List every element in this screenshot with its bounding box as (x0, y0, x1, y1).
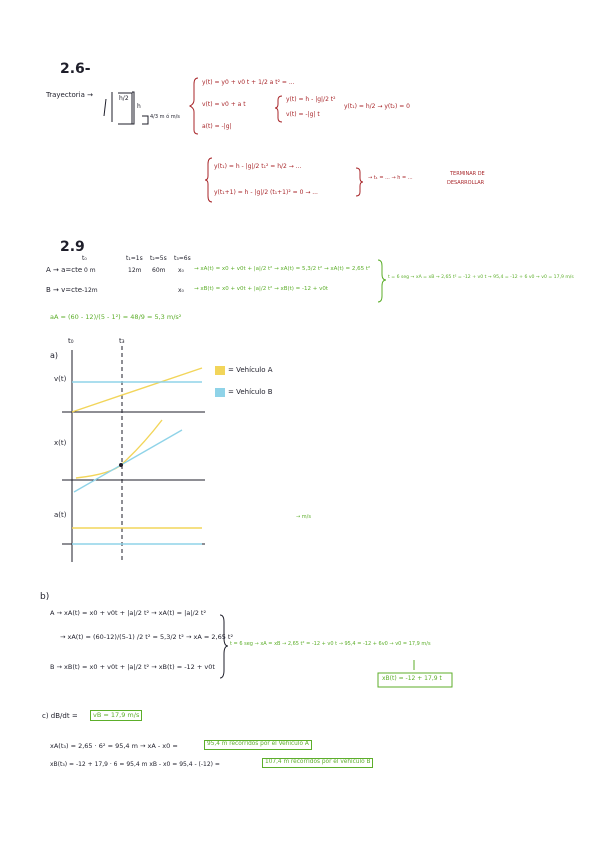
x-axis-label: x(t) (54, 439, 67, 447)
eq-a: a(t) = -|g| (202, 123, 232, 130)
res-y: y(t) = h - |g|/2 t² (286, 96, 336, 103)
sketch-h: h (137, 103, 141, 110)
eq-y: y(t) = y0 + v0 t + 1/2 a t² = ... (202, 79, 295, 86)
eq-a-29: → xA(t) = x0 + v0t + |a|/2 t² → xA(t) = 5,3/2 t² → xA(t) = 2,65 t² (194, 266, 371, 272)
note-terminar: TERMINAR DE (450, 171, 485, 177)
green-brace-b (220, 615, 228, 678)
note-desarrollar: DESARROLLAR (447, 180, 485, 186)
rowB-label: B → v=cte (46, 286, 83, 294)
x-curve-b (74, 430, 182, 492)
rowA-label: A → a=cte (46, 266, 83, 274)
sys-eq-2: y(t₁+1) = h - |g|/2 (t₁+1)² = 0 → ... (214, 189, 318, 196)
res-cond: y(t₁) = h/2 → y(t₂) = 0 (344, 103, 410, 110)
part-c-vb: vB = 17,9 m/s (90, 710, 142, 721)
sys-eq-1: y(t₁) = h - |g|/2 t₁² = h/2 → ... (214, 163, 302, 170)
col-t0: t₀ (82, 255, 87, 262)
sketch-h-label: h/2 (119, 95, 129, 102)
problem-29-title: 2.9 (60, 239, 85, 255)
part-c-line-b: xB(t₃) = -12 + 17,9 · 6 = 95,4 m xB - x0 = 95,4 - (-12) = (50, 761, 220, 768)
height-note: 4/3 m ó m/s (150, 114, 180, 120)
green-brace-29 (378, 260, 386, 302)
legend-a-label: = Vehículo A (228, 366, 273, 374)
accel-29: aA = (60 - 12)/(5 - 1²) = 48/9 = 5,3 m/s² (50, 313, 182, 321)
col-t3: t₃=6s (174, 255, 191, 262)
part-b-line-b: B → xB(t) = x0 + v0t + |a|/2 t² → xB(t) = -12 + v0t (50, 663, 215, 671)
part-c-label: c) dB/dt = (42, 712, 78, 720)
legend-b-label: = Vehículo B (228, 388, 273, 396)
part-c-box-a: 95,4 m recorridos por el Vehículo A (204, 740, 312, 750)
graph-t3-label: t₃ (119, 337, 125, 345)
rowA-t2: 60m (152, 267, 166, 274)
units-note: → m/s (296, 514, 311, 520)
part-b-line-a2: → xA(t) = (60-12)/(5-1) /2 t² = 5,3/2 t² → xA = 2,65 t² (60, 633, 234, 641)
legend-swatch-b (215, 388, 225, 397)
graph-t0-label: t₀ (68, 337, 74, 345)
a-axis-label: a(t) (54, 511, 67, 519)
rowB-x0: x₀ (178, 287, 184, 294)
sys-result: → t₁ = ... → h = ... (368, 175, 413, 181)
part-b-line-a1: A → xA(t) = x0 + v0t + |a|/2 t² → xA(t) = |a|/2 t² (50, 609, 207, 617)
rowA-t1: 12m (128, 267, 142, 274)
system-result-29: t = 6 seg → xA = xB → 2,65 t² = -12 + v0 t → 95,4 = -12 + 6 v0 → v0 = 17,9 m/s (388, 275, 574, 280)
v-curve-a (72, 368, 202, 412)
legend-swatch-a (215, 366, 225, 375)
col-t2: t₂=5s (150, 255, 167, 262)
col-t1: t₁=1s (126, 255, 143, 262)
trayectoria-label: Trayectoria → (46, 91, 93, 99)
part-b-result: xB(t) = -12 + 17,9 t (382, 675, 442, 682)
red-braces (190, 78, 363, 202)
part-c-box-b: 107,4 m recorridos por el vehículo B (262, 758, 373, 768)
v-axis-label: v(t) (54, 375, 67, 383)
rowB-t0: -12m (82, 287, 98, 294)
part-c-line-a: xA(t₃) = 2,65 · 6² = 95,4 m → xA - x0 = (50, 742, 178, 750)
part-b-label: b) (40, 592, 50, 602)
part-a-label: a) (50, 351, 59, 360)
intersection-point (119, 463, 123, 467)
rowA-x0: x₀ (178, 267, 184, 274)
res-v: v(t) = -|g| t (286, 111, 320, 118)
problem-26-title: 2.6- (60, 61, 91, 77)
eq-b-29: → xB(t) = x0 + v0t + |a|/2 t² → xB(t) = -12 + v0t (194, 286, 329, 292)
part-b-solve: t = 6 seg → xA = xB → 2,65 t² = -12 + v0 t → 95,4 = -12 + 6v0 → v0 = 17,9 m/s (230, 641, 431, 647)
eq-v: v(t) = v0 + a t (202, 101, 246, 108)
rowA-t0: 0 m (84, 267, 96, 274)
